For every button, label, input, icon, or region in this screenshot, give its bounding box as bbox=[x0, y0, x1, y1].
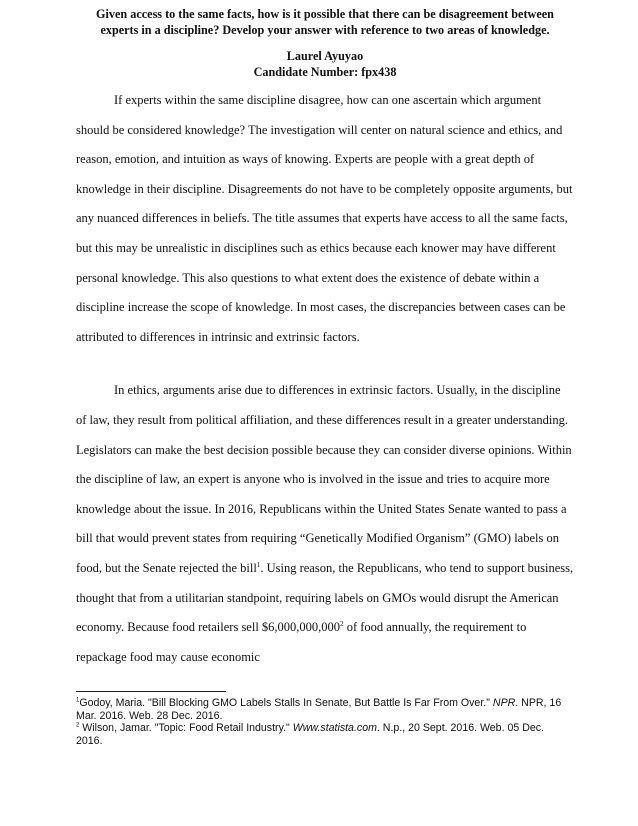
footnote-1-source: NPR bbox=[492, 697, 516, 709]
candidate-number: Candidate Number: fpx438 bbox=[253, 65, 397, 79]
author-name: Laurel Ayuyao bbox=[286, 49, 364, 63]
paragraph-2-part-b: . Using reason, the Republicans, who tend to support business, thought that from a utilitarian standpoint, requiring labels on GMOs would disrupt the American economy. Because food retailers sell $6,000,000,000 bbox=[76, 560, 574, 635]
footnote-1-text-b: . NPR, 16 Mar. 2016. Web. 28 Dec. 2016. bbox=[76, 697, 562, 722]
footnote-2-text-b: . N.p., 20 Sept. 2016. Web. 05 Dec. 2016. bbox=[76, 722, 544, 747]
footnote-2 bbox=[76, 722, 572, 747]
footnote-ref-1[interactable]: 1 bbox=[256, 560, 261, 569]
essay-title bbox=[76, 6, 574, 38]
footnote-1 bbox=[76, 697, 572, 722]
paragraph-2-part-a: In ethics, arguments arise due to differences in extrinsic factors. Usually, in the discipline of law, they result from political affiliation, and these differences result in a greater understanding. Legislators can make the best decision possible because they can consider diverse opinions. Within the discipline of law, an expert is anyone who is involved in the issue and tries to acquire more knowledge about the issue. In 2016, Republicans within the United States Senate wanted to pass a bill that would prevent states from requiring “Genetically Modified Organism” (GMO) labels on food, but the Senate rejected the bill bbox=[76, 383, 572, 575]
footnote-1-text-a: Godoy, Maria. "Bill Blocking GMO Labels Stalls In Senate, But Battle Is Far From Over." bbox=[79, 697, 493, 709]
footnote-1-mark: 1 bbox=[76, 697, 80, 704]
footnote-2-text-a: Wilson, Jamar. "Topic: Food Retail Industry." bbox=[79, 722, 293, 735]
body-paragraph-2 bbox=[76, 376, 574, 672]
footnote-2-mark: 2 bbox=[76, 722, 80, 729]
body-paragraph-1: If experts within the same discipline disagree, how can one ascertain which argument should be considered knowledge? The investigation will center on natural science and ethics, and reason, emotion, and intuition as ways of knowing. Experts are people with a great depth of knowledge in their discipline. Disagreements do not have to be completely opposite arguments, but any nuanced differences in beliefs. The title assumes that experts have access to all the same facts, but this may be unrealistic in disciplines such as ethics because each knower may have different personal knowledge. This also questions to what extent does the existence of debate within a discipline increase the scope of knowledge. In most cases, the discrepancies between cases can be attributed to differences in intrinsic and extrinsic factors. bbox=[76, 93, 573, 344]
paragraph-2-part-c: of food annually, the requirement to repackage food may cause economic bbox=[76, 620, 527, 664]
footnote-divider bbox=[76, 691, 226, 692]
title-line-2: experts in a discipline? Develop your answer with reference to two areas of knowledge. bbox=[100, 23, 550, 37]
title-line-1: Given access to the same facts, how is it possible that there can be disagreement between bbox=[96, 7, 554, 21]
footnote-2-source: Www.statista.com bbox=[292, 722, 377, 735]
footnote-ref-2[interactable]: 2 bbox=[340, 619, 344, 628]
footnotes-section bbox=[76, 697, 572, 747]
